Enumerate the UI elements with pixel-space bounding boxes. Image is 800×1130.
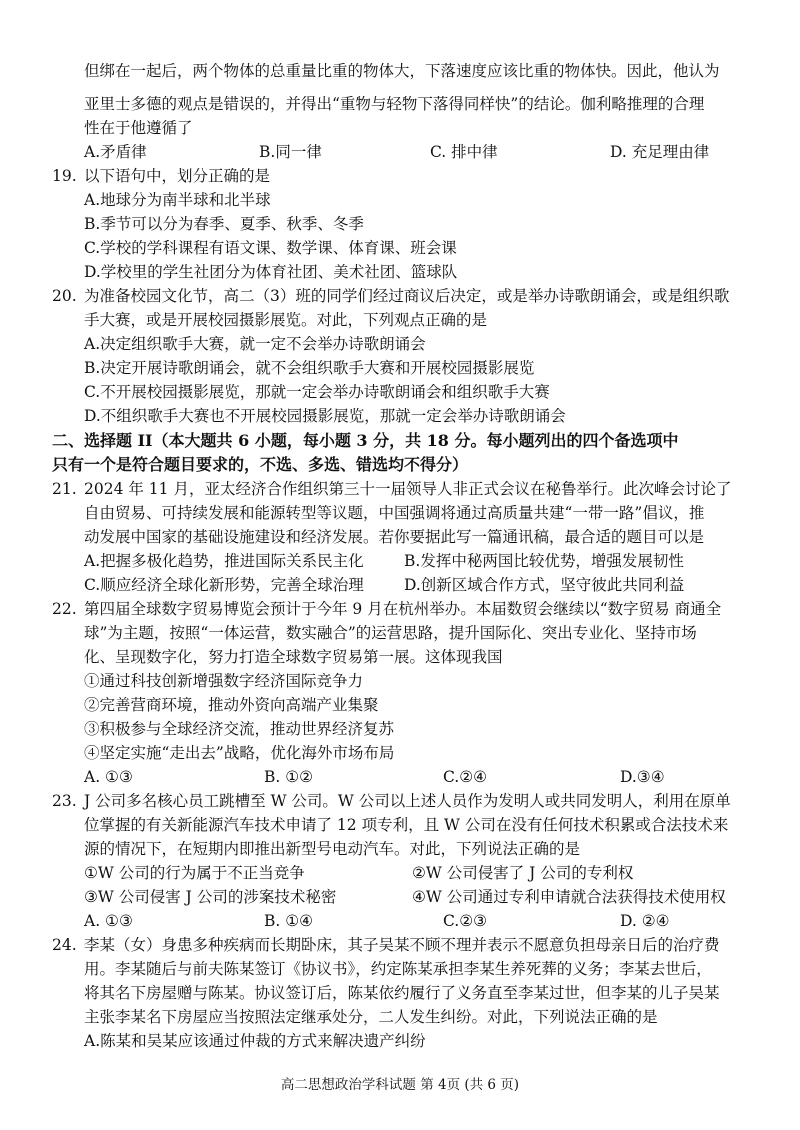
q23-item-1: ①W 公司的行为属于不正当竞争 (84, 864, 305, 882)
question-stem: 以下语句中，划分正确的是 (84, 167, 271, 185)
question-number: 22. (52, 600, 77, 618)
question-stem: 将其名下房屋赠与陈某。协议签订后，陈某依约履行了义务直至李某过世，但李某的儿子吴某 (84, 984, 720, 1002)
question-stem: 第四届全球数字贸易博览会预计于今年 9 月在杭州举办。本届数贸会继续以“数字贸易 商通全 (84, 600, 722, 618)
q23-option-b: B. ①④ (264, 912, 314, 930)
q23-item-3: ③W 公司侵害 J 公司的涉案技术秘密 (84, 888, 337, 906)
section-title: 只有一个是符合题目要求的，不选、多选、错选均不得分） (52, 455, 469, 474)
question-stem: 球”为主题，按照“一体运营，数实融合”的运营思路，提升国际化、突出专业化、坚持市场 (84, 624, 697, 642)
page-footer: 高二思想政治学科试题 第 4页 (共 6 页) (280, 1077, 520, 1093)
q22-option-a: A. ①③ (84, 768, 133, 786)
q22-item-1: ①通过科技创新增强数字经济国际竞争力 (84, 672, 364, 690)
section-title: 二、选择题 II（本大题共 6 小题，每小题 3 分，共 18 分。每小题列出的四个备选项中 (52, 431, 679, 450)
question-number: 21. (52, 480, 77, 498)
q19-option-a: A.地球分为南半球和北半球 (84, 191, 271, 209)
question-stem: 2024 年 11 月，亚太经济合作组织第三十一届领导人非正式会议在秘鲁举行。此次峰会讨论了 (84, 480, 732, 498)
question-stem: 主张李某名下房屋应当按照法定继承处分，二人发生纠纷。对此，下列说法正确的是 (84, 1008, 658, 1026)
q21-option-b: B.发挥中秘两国比较优势，增强发展韧性 (404, 552, 684, 570)
q18-line: 性在于他遵循了 (84, 119, 193, 137)
q20-option-d: D.不组织歌手大赛也不开展校园摄影展览，那就一定会举办诗歌朗诵会 (84, 407, 566, 425)
question-number: 19. (52, 167, 77, 185)
q19-option-c: C.学校的学科课程有语文课、数学课、体育课、班会课 (84, 239, 457, 257)
question-stem: 为准备校园文化节，高二（3）班的同学们经过商议后决定，或是举办诗歌朗诵会，或是组织歌 (84, 287, 730, 305)
q21-option-c: C.顺应经济全球化新形势，完善全球治理 (84, 576, 364, 594)
question-stem: J 公司多名核心员工跳槽至 W 公司。W 公司以上述人员作为发明人或共同发明人，利用在原单 (84, 792, 731, 810)
q22-item-3: ③积极参与全球经济交流，推动世界经济复苏 (84, 720, 395, 738)
question-number: 20. (52, 287, 77, 305)
question-stem: 位掌握的有关新能源汽车技术申请了 12 项专利，且 W 公司在没有任何技术积累或合法技术来 (84, 816, 729, 834)
question-stem: 用。李某随后与前夫陈某签订《协议书》，约定陈某承担李某生养死葬的义务；李某去世后， (84, 960, 712, 978)
q18-option-a: A.矛盾律 (84, 143, 147, 161)
question-stem: 李某（女）身患多种疾病而长期卧床，其子吴某不顾不理并表示不愿意负担母亲日后的治疗费 (84, 936, 720, 954)
q23-option-c: C.②③ (443, 912, 488, 930)
q20-option-b: B.决定开展诗歌朗诵会，就不会组织歌手大赛和开展校园摄影展览 (84, 359, 535, 377)
q24-option-a: A.陈某和吴某应该通过仲裁的方式来解决遗产纠纷 (84, 1032, 426, 1050)
question-stem: 源的情况下，在短期内即推出新型号电动汽车。对此，下列说法正确的是 (84, 840, 581, 858)
q23-item-4: ④W 公司通过专利申请就合法获得技术使用权 (412, 888, 726, 906)
q20-option-c: C.不开展校园摄影展览，那就一定会举办诗歌朗诵会和组织歌手大赛 (84, 383, 550, 401)
question-number: 24. (52, 936, 77, 954)
q22-option-c: C.②④ (443, 768, 488, 786)
q20-option-a: A.决定组织歌手大赛，就一定不会举办诗歌朗诵会 (84, 335, 426, 353)
q18-line: 亚里士多德的观点是错误的，并得出“重物与轻物下落得同样快”的结论。伽利略推理的合理 (84, 95, 705, 113)
q22-item-2: ②完善营商环境，推动外资向高端产业集聚 (84, 696, 379, 714)
question-number: 23. (52, 792, 77, 810)
q22-option-b: B. ①② (264, 768, 314, 786)
q18-option-d: D. 充足理由律 (610, 143, 710, 161)
q19-option-d: D.学校里的学生社团分为体育社团、美术社团、篮球队 (84, 263, 458, 281)
q18-line: 但绑在一起后，两个物体的总重量比重的物体大，下落速度应该比重的物体快。因此，他认为 (84, 62, 720, 80)
q18-option-c: C. 排中律 (430, 143, 498, 161)
q21-option-a: A.把握多极化趋势，推进国际关系民主化 (84, 552, 364, 570)
q22-option-d: D.③④ (620, 768, 665, 786)
q23-option-d: D. ②④ (620, 912, 670, 930)
q19-option-b: B.季节可以分为春季、夏季、秋季、冬季 (84, 215, 364, 233)
question-stem: 自由贸易、可持续发展和能源转型等议题，中国强调将通过高质量共建“一带一路”倡议，推 (84, 504, 705, 522)
q23-option-a: A. ①③ (84, 912, 133, 930)
question-stem: 手大赛，或是开展校园摄影展览。对此，下列观点正确的是 (84, 311, 488, 329)
q22-item-4: ④坚定实施“走出去”战略，优化海外市场布局 (84, 744, 395, 762)
q21-option-d: D.创新区域合作方式，坚守彼此共同利益 (404, 576, 685, 594)
question-stem: 动发展中国家的基础设施建设和经济发展。若你要据此写一篇通讯稿，最合适的题目可以是 (84, 528, 705, 546)
q23-item-2: ②W 公司侵害了 J 公司的专利权 (412, 864, 634, 882)
question-stem: 化、呈现数字化，努力打造全球数字贸易第一展。这体现我国 (84, 648, 503, 666)
q18-option-b: B.同一律 (259, 143, 322, 161)
